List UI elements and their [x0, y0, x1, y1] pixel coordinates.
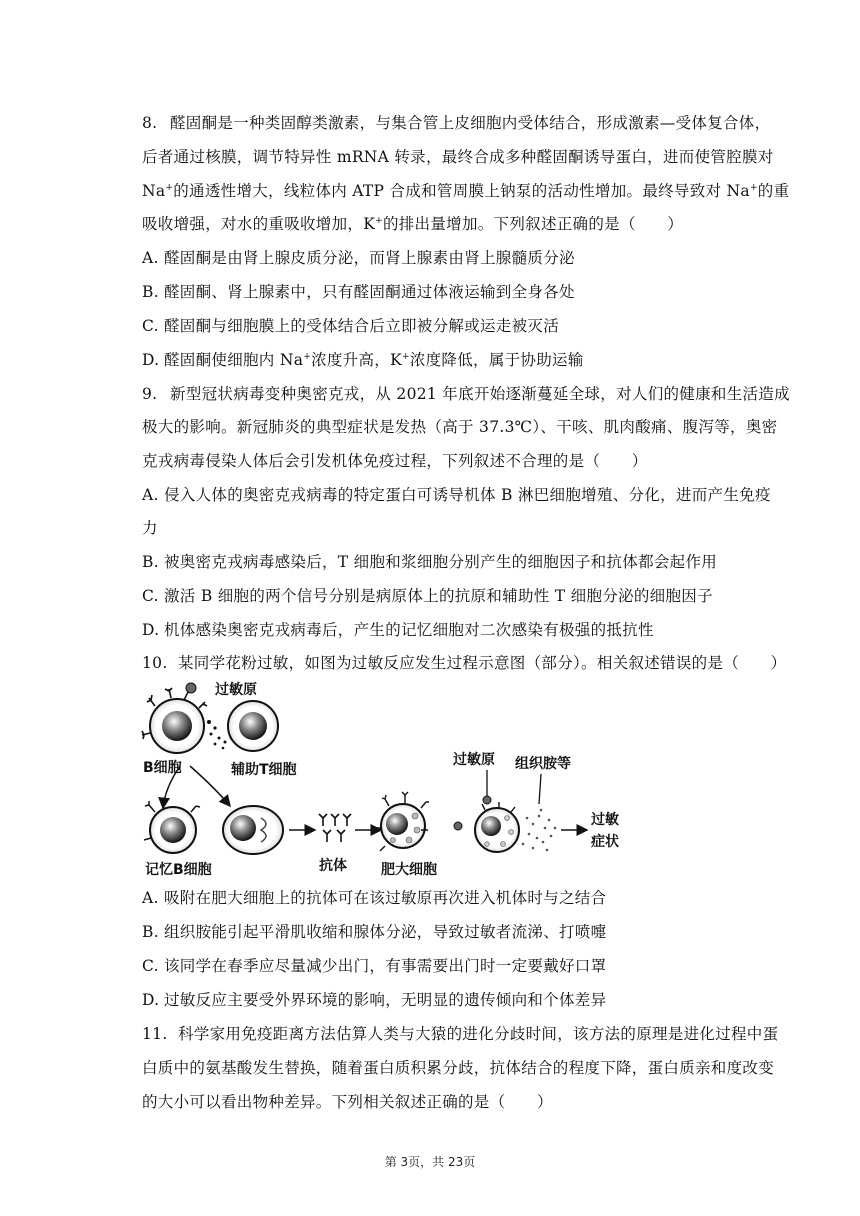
memory-b-cell-icon: [144, 801, 200, 853]
label-histamine: 组织胺等: [515, 756, 571, 772]
q9-stem-line-2: 极大的影响。新冠肺炎的典型症状是发热（高于 37.3℃）、干咳、肌肉酸痛、腹泻等，奥密: [142, 418, 778, 436]
plasma-cell-icon: [223, 806, 283, 854]
q11-number: 11.: [142, 1025, 168, 1043]
helper-t-cell-icon: [228, 701, 278, 751]
label-allergen-right: 过敏原: [453, 752, 495, 768]
q9-stem-line-1: 9. 新型冠状病毒变种奥密克戎，从 2021 年底开始逐渐蔓延全球，对人们的健康和生活造成: [142, 385, 790, 403]
allergy-diagram: [135, 678, 640, 888]
q10-stem: 10. 某同学花粉过敏，如图为过敏反应发生过程示意图（部分）。相关叙述错误的是（ ）: [142, 654, 787, 672]
label-memory-b: 记忆B细胞: [145, 862, 212, 878]
allergen-dot-icon: [454, 822, 462, 830]
label-antibody: 抗体: [319, 858, 347, 874]
q11-stem-line-3: 的大小可以看出物种差异。下列相关叙述正确的是（ ）: [142, 1093, 553, 1111]
q9-stem-line-3: 克戎病毒侵染人体后会引发机体免疫过程，下列叙述不合理的是（ ）: [142, 452, 648, 470]
page-footer: 第 3页，共 23页: [384, 1155, 476, 1169]
q8-option-d: D. 醛固酮使细胞内 Na+浓度升高，K+浓度降低，属于协助运输: [142, 351, 584, 369]
q9-option-a: A. 侵入人体的奥密克戎病毒的特定蛋白可诱导机体 B 淋巴细胞增殖、分化，进而产生免疫: [142, 486, 771, 504]
q9-option-d: D. 机体感染奥密克戎病毒后，产生的记忆细胞对二次感染有极强的抵抗性: [142, 621, 654, 639]
q9-option-a-cont: 力: [142, 519, 158, 537]
q10-option-b: B. 组织胺能引起平滑肌收缩和腺体分泌，导致过敏者流涕、打喷嚏: [142, 923, 607, 941]
label-b-cell: B细胞: [143, 760, 182, 776]
q10-option-c: C. 该同学在春季应尽量减少出门，有事需要出门时一定要戴好口罩: [142, 957, 607, 975]
antibody-icons: [319, 814, 351, 842]
q9-number: 9.: [142, 385, 158, 403]
label-mast-cell: 肥大细胞: [381, 862, 437, 878]
q10-option-d: D. 过敏反应主要受外界环境的影响，无明显的遗传倾向和个体差异: [142, 991, 607, 1009]
label-symptom-2: 症状: [591, 834, 619, 850]
q8-option-b: B. 醛固酮、肾上腺素中，只有醛固酮通过体液运输到全身各处: [142, 283, 575, 301]
q9-option-b: B. 被奥密克戎病毒感染后，T 细胞和浆细胞分别产生的细胞因子和抗体都会起作用: [142, 553, 718, 571]
b-cell-icon: [142, 683, 207, 753]
q8-stem-line-4: 吸收增强，对水的重吸收增加，K+的排出量增加。下列叙述正确的是（ ）: [142, 215, 684, 233]
label-helper-t: 辅助T细胞: [231, 762, 297, 778]
histamine-release-icon: [522, 809, 557, 852]
allergen-icon-right: [483, 796, 491, 804]
degranulating-mast-cell-icon: [475, 802, 519, 852]
q8-stem-line-3: Na+的通透性增大，线粒体内 ATP 合成和管周膜上钠泵的活动性增加。最终导致对 Na+的重: [142, 182, 790, 200]
q10-number: 10.: [142, 654, 168, 672]
q11-stem-line-1: 11. 科学家用免疫距离方法估算人类与大猿的进化分歧时间，该方法的原理是进化过程中蛋: [142, 1025, 779, 1043]
label-symptom-1: 过敏: [591, 812, 619, 828]
q8-number: 8.: [142, 114, 158, 132]
label-allergen-top: 过敏原: [215, 682, 257, 698]
q8-option-c: C. 醛固酮与细胞膜上的受体结合后立即被分解或运走被灭活: [142, 317, 560, 335]
q8-option-a: A. 醛固酮是由肾上腺皮质分泌，而肾上腺素由肾上腺髓质分泌: [142, 249, 575, 267]
mast-cell-icon: [374, 792, 429, 851]
q11-stem-line-2: 白质中的氨基酸发生替换，随着蛋白质积累分歧，抗体结合的程度下降，蛋白质亲和度改变: [142, 1059, 775, 1077]
q9-option-c: C. 激活 B 细胞的两个信号分别是病原体上的抗原和辅助性 T 细胞分泌的细胞因子: [142, 587, 713, 605]
q10-option-a: A. 吸附在肥大细胞上的抗体可在该过敏原再次进入机体时与之结合: [142, 889, 607, 907]
q8-stem-line-2: 后者通过核膜，调节特异性 mRNA 转录，最终合成多种醛固酮诱导蛋白，进而使管腔膜对: [142, 148, 774, 166]
q8-stem-line-1: 8. 醛固酮是一种类固醇类激素，与集合管上皮细胞内受体结合，形成激素—受体复合体，: [142, 114, 771, 132]
